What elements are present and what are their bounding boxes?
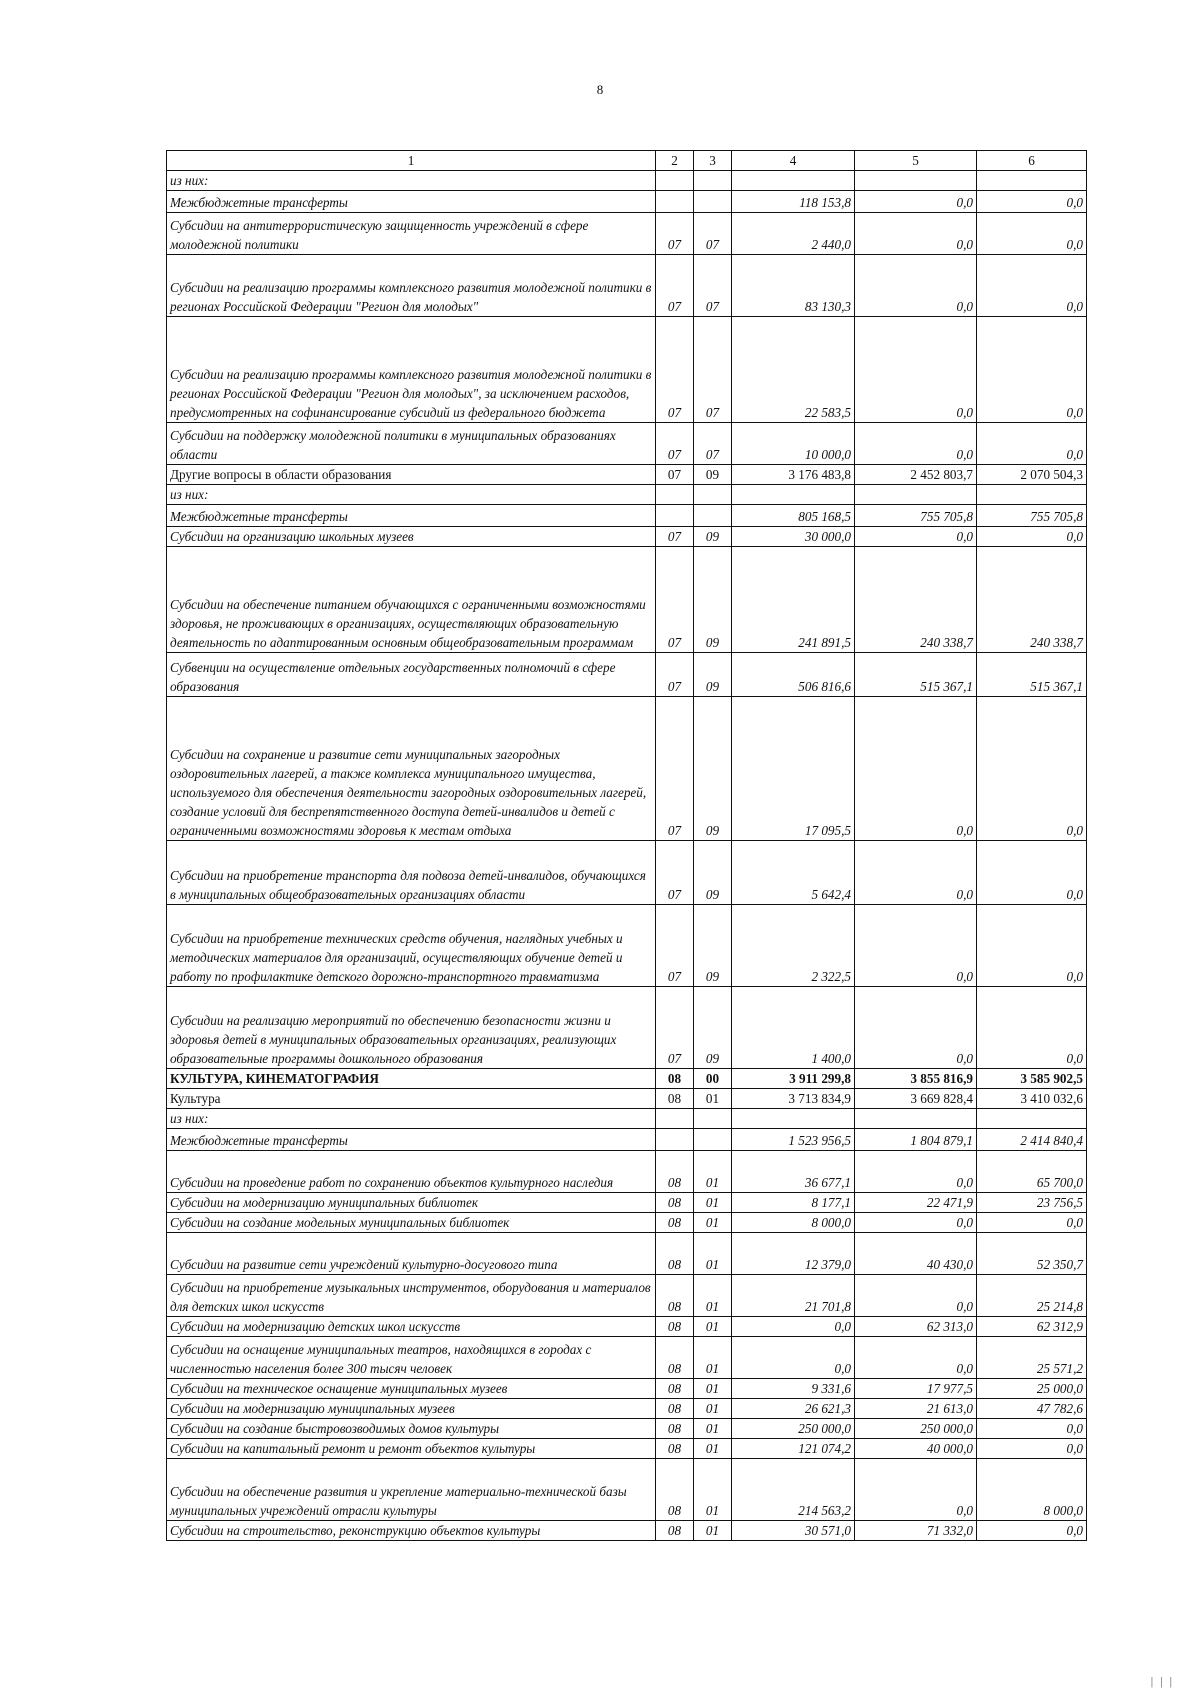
row-name: Субсидии на обеспечение развития и укрепление материально-технической базы муниципальных учреждений отрасли культуры — [167, 1459, 656, 1521]
section-code: 07 — [656, 841, 694, 905]
subsection-code — [694, 1109, 732, 1129]
section-code: 08 — [656, 1337, 694, 1379]
column-number-row — [167, 151, 1087, 171]
amount-col6: 0,0 — [977, 423, 1087, 465]
column-number: 6 — [977, 151, 1087, 171]
row-name: из них: — [167, 171, 656, 191]
amount-col6 — [977, 485, 1087, 505]
table-row — [167, 317, 1087, 423]
subsection-code: 01 — [694, 1089, 732, 1109]
subsection-code: 01 — [694, 1275, 732, 1317]
amount-col6: 0,0 — [977, 841, 1087, 905]
amount-col6: 0,0 — [977, 527, 1087, 547]
row-name: Субсидии на приобретение транспорта для подвоза детей-инвалидов, обучающихся в муниципальных общеобразовательных организациях области — [167, 841, 656, 905]
table-row — [167, 1069, 1087, 1089]
section-code: 07 — [656, 987, 694, 1069]
table-row — [167, 905, 1087, 987]
amount-col5: 240 338,7 — [855, 547, 977, 653]
amount-col5: 0,0 — [855, 1151, 977, 1193]
column-number: 1 — [167, 151, 656, 171]
amount-col4: 12 379,0 — [732, 1233, 855, 1275]
row-name: Субсидии на капитальный ремонт и ремонт объектов культуры — [167, 1439, 656, 1459]
amount-col5: 0,0 — [855, 317, 977, 423]
table-row — [167, 653, 1087, 697]
amount-col5: 1 804 879,1 — [855, 1129, 977, 1151]
amount-col4: 1 400,0 — [732, 987, 855, 1069]
amount-col4: 3 713 834,9 — [732, 1089, 855, 1109]
amount-col6: 65 700,0 — [977, 1151, 1087, 1193]
section-code: 08 — [656, 1069, 694, 1089]
amount-col6: 52 350,7 — [977, 1233, 1087, 1275]
amount-col6: 240 338,7 — [977, 547, 1087, 653]
amount-col4: 121 074,2 — [732, 1439, 855, 1459]
row-name: Межбюджетные трансферты — [167, 505, 656, 527]
row-name: Субсидии на реализацию мероприятий по обеспечению безопасности жизни и здоровья детей в муниципальных образовательных организациях, реализующих образовательные программы дошкольного образования — [167, 987, 656, 1069]
amount-col6: 25 214,8 — [977, 1275, 1087, 1317]
subsection-code: 00 — [694, 1069, 732, 1089]
amount-col5: 0,0 — [855, 255, 977, 317]
subsection-code: 01 — [694, 1233, 732, 1275]
amount-col4: 8 177,1 — [732, 1193, 855, 1213]
amount-col4: 0,0 — [732, 1317, 855, 1337]
amount-col5: 0,0 — [855, 1337, 977, 1379]
row-name: Субсидии на организацию школьных музеев — [167, 527, 656, 547]
amount-col5 — [855, 1109, 977, 1129]
amount-col6: 23 756,5 — [977, 1193, 1087, 1213]
section-code — [656, 1129, 694, 1151]
table-row — [167, 213, 1087, 255]
amount-col5: 62 313,0 — [855, 1317, 977, 1337]
amount-col5 — [855, 171, 977, 191]
amount-col6: 3 410 032,6 — [977, 1089, 1087, 1109]
column-number: 2 — [656, 151, 694, 171]
column-number: 3 — [694, 151, 732, 171]
amount-col4: 22 583,5 — [732, 317, 855, 423]
amount-col4: 214 563,2 — [732, 1459, 855, 1521]
amount-col5: 17 977,5 — [855, 1379, 977, 1399]
subsection-code: 01 — [694, 1213, 732, 1233]
row-name: Межбюджетные трансферты — [167, 191, 656, 213]
amount-col5: 0,0 — [855, 213, 977, 255]
table-row — [167, 255, 1087, 317]
budget-table — [166, 150, 1087, 1541]
table-row — [167, 1521, 1087, 1541]
row-name: Субсидии на приобретение музыкальных инструментов, оборудования и материалов для детских школ искусств — [167, 1275, 656, 1317]
section-code: 08 — [656, 1233, 694, 1275]
row-name: Субсидии на техническое оснащение муниципальных музеев — [167, 1379, 656, 1399]
table-row — [167, 1337, 1087, 1379]
subsection-code: 09 — [694, 653, 732, 697]
amount-col6: 2 070 504,3 — [977, 465, 1087, 485]
subsection-code: 01 — [694, 1439, 732, 1459]
subsection-code: 09 — [694, 841, 732, 905]
amount-col6: 0,0 — [977, 1521, 1087, 1541]
amount-col4: 17 095,5 — [732, 697, 855, 841]
row-name: Субсидии на модернизацию муниципальных музеев — [167, 1399, 656, 1419]
amount-col6: 0,0 — [977, 1419, 1087, 1439]
subsection-code — [694, 1129, 732, 1151]
amount-col6: 25 000,0 — [977, 1379, 1087, 1399]
amount-col4: 83 130,3 — [732, 255, 855, 317]
subsection-code: 09 — [694, 527, 732, 547]
table-row — [167, 1109, 1087, 1129]
subsection-code: 01 — [694, 1521, 732, 1541]
section-code: 08 — [656, 1439, 694, 1459]
table-row — [167, 527, 1087, 547]
section-code — [656, 171, 694, 191]
row-name: Субсидии на приобретение технических средств обучения, наглядных учебных и методических материалов для организаций, осуществляющих обучение детей и работу по профилактике детского дорожно-транспортного травматизма — [167, 905, 656, 987]
row-name: Субвенции на осуществление отдельных государственных полномочий в сфере образования — [167, 653, 656, 697]
amount-col5: 22 471,9 — [855, 1193, 977, 1213]
amount-col6: 3 585 902,5 — [977, 1069, 1087, 1089]
table-row — [167, 1459, 1087, 1521]
table-row — [167, 547, 1087, 653]
amount-col5: 0,0 — [855, 1459, 977, 1521]
subsection-code — [694, 485, 732, 505]
amount-col5: 0,0 — [855, 841, 977, 905]
column-number: 4 — [732, 151, 855, 171]
subsection-code: 09 — [694, 987, 732, 1069]
amount-col4: 26 621,3 — [732, 1399, 855, 1419]
row-name: Субсидии на строительство, реконструкцию объектов культуры — [167, 1521, 656, 1541]
amount-col4: 5 642,4 — [732, 841, 855, 905]
row-name: Субсидии на антитеррористическую защищенность учреждений в сфере молодежной политики — [167, 213, 656, 255]
section-code: 07 — [656, 423, 694, 465]
section-code — [656, 485, 694, 505]
section-code: 08 — [656, 1317, 694, 1337]
subsection-code: 09 — [694, 547, 732, 653]
amount-col6: 515 367,1 — [977, 653, 1087, 697]
row-name: Субсидии на создание быстровозводимых домов культуры — [167, 1419, 656, 1439]
amount-col6: 0,0 — [977, 317, 1087, 423]
subsection-code — [694, 171, 732, 191]
amount-col5 — [855, 485, 977, 505]
amount-col6: 0,0 — [977, 1439, 1087, 1459]
table-row — [167, 1151, 1087, 1193]
row-name: Субсидии на создание модельных муниципальных библиотек — [167, 1213, 656, 1233]
amount-col5: 21 613,0 — [855, 1399, 977, 1419]
amount-col6: 755 705,8 — [977, 505, 1087, 527]
amount-col6: 0,0 — [977, 697, 1087, 841]
amount-col4 — [732, 485, 855, 505]
section-code: 08 — [656, 1213, 694, 1233]
amount-col4: 8 000,0 — [732, 1213, 855, 1233]
amount-col6: 25 571,2 — [977, 1337, 1087, 1379]
subsection-code: 01 — [694, 1399, 732, 1419]
amount-col6: 0,0 — [977, 213, 1087, 255]
amount-col6: 0,0 — [977, 1213, 1087, 1233]
section-code: 07 — [656, 465, 694, 485]
amount-col6: 0,0 — [977, 191, 1087, 213]
section-code — [656, 505, 694, 527]
amount-col4: 805 168,5 — [732, 505, 855, 527]
table-row — [167, 697, 1087, 841]
amount-col5: 0,0 — [855, 527, 977, 547]
amount-col5: 3 855 816,9 — [855, 1069, 977, 1089]
amount-col6: 0,0 — [977, 905, 1087, 987]
amount-col5: 0,0 — [855, 905, 977, 987]
row-name: Субсидии на модернизацию детских школ искусств — [167, 1317, 656, 1337]
amount-col6: 0,0 — [977, 987, 1087, 1069]
section-code: 07 — [656, 905, 694, 987]
amount-col4: 10 000,0 — [732, 423, 855, 465]
row-name: Субсидии на модернизацию муниципальных библиотек — [167, 1193, 656, 1213]
amount-col4: 241 891,5 — [732, 547, 855, 653]
amount-col5: 2 452 803,7 — [855, 465, 977, 485]
amount-col4: 30 571,0 — [732, 1521, 855, 1541]
table-row — [167, 1275, 1087, 1317]
amount-col6: 2 414 840,4 — [977, 1129, 1087, 1151]
section-code: 07 — [656, 527, 694, 547]
table-row — [167, 171, 1087, 191]
amount-col4: 506 816,6 — [732, 653, 855, 697]
amount-col4: 36 677,1 — [732, 1151, 855, 1193]
row-name: Субсидии на обеспечение питанием обучающихся с ограниченными возможностями здоровья, не проживающих в организациях, осуществляющих образовательную деятельность по адаптированным основным общеобразовательным программам — [167, 547, 656, 653]
amount-col5: 755 705,8 — [855, 505, 977, 527]
amount-col4: 21 701,8 — [732, 1275, 855, 1317]
subsection-code: 07 — [694, 255, 732, 317]
subsection-code: 01 — [694, 1459, 732, 1521]
amount-col5: 0,0 — [855, 1213, 977, 1233]
table-row — [167, 1379, 1087, 1399]
amount-col5: 3 669 828,4 — [855, 1089, 977, 1109]
row-name: Культура — [167, 1089, 656, 1109]
amount-col6: 47 782,6 — [977, 1399, 1087, 1419]
subsection-code: 01 — [694, 1193, 732, 1213]
table-row — [167, 191, 1087, 213]
subsection-code: 07 — [694, 423, 732, 465]
subsection-code: 01 — [694, 1337, 732, 1379]
amount-col4: 30 000,0 — [732, 527, 855, 547]
table-row — [167, 505, 1087, 527]
row-name: Субсидии на сохранение и развитие сети муниципальных загородных оздоровительных лагерей, а также комплекса муниципального имущества, используемого для обеспечения деятельности загородных оздоровительных лагерей, создание условий для беспрепятственного доступа детей-инвалидов и детей с ограниченными возможностями здоровья к местам отдыха — [167, 697, 656, 841]
amount-col4: 250 000,0 — [732, 1419, 855, 1439]
row-name: из них: — [167, 485, 656, 505]
row-name: Субсидии на реализацию программы комплексного развития молодежной политики в регионах Российской Федерации "Регион для молодых", за исключением расходов, предусмотренных на софинансирование субсидий из федерального бюджета — [167, 317, 656, 423]
table-row — [167, 987, 1087, 1069]
amount-col4: 3 911 299,8 — [732, 1069, 855, 1089]
amount-col5: 250 000,0 — [855, 1419, 977, 1439]
amount-col4: 9 331,6 — [732, 1379, 855, 1399]
amount-col6: 0,0 — [977, 255, 1087, 317]
subsection-code: 09 — [694, 905, 732, 987]
section-code: 08 — [656, 1089, 694, 1109]
table-row — [167, 1213, 1087, 1233]
section-code: 07 — [656, 653, 694, 697]
amount-col4 — [732, 171, 855, 191]
table-row — [167, 1419, 1087, 1439]
table-row — [167, 1439, 1087, 1459]
subsection-code: 07 — [694, 213, 732, 255]
amount-col5: 0,0 — [855, 423, 977, 465]
amount-col5: 0,0 — [855, 987, 977, 1069]
amount-col6: 62 312,9 — [977, 1317, 1087, 1337]
section-code: 08 — [656, 1193, 694, 1213]
amount-col5: 515 367,1 — [855, 653, 977, 697]
subsection-code: 07 — [694, 317, 732, 423]
amount-col5: 0,0 — [855, 191, 977, 213]
amount-col4: 1 523 956,5 — [732, 1129, 855, 1151]
table-row — [167, 1089, 1087, 1109]
section-code: 08 — [656, 1275, 694, 1317]
section-code: 07 — [656, 697, 694, 841]
section-code: 07 — [656, 317, 694, 423]
subsection-code: 09 — [694, 697, 732, 841]
row-name: Субсидии на реализацию программы комплексного развития молодежной политики в регионах Российской Федерации "Регион для молодых" — [167, 255, 656, 317]
amount-col5: 0,0 — [855, 697, 977, 841]
table-row — [167, 1193, 1087, 1213]
table-row — [167, 1399, 1087, 1419]
section-code: 07 — [656, 255, 694, 317]
table-row — [167, 841, 1087, 905]
amount-col4 — [732, 1109, 855, 1129]
subsection-code: 01 — [694, 1419, 732, 1439]
subsection-code: 01 — [694, 1379, 732, 1399]
row-name: КУЛЬТУРА, КИНЕМАТОГРАФИЯ — [167, 1069, 656, 1089]
amount-col5: 40 430,0 — [855, 1233, 977, 1275]
amount-col6 — [977, 1109, 1087, 1129]
row-name: Межбюджетные трансферты — [167, 1129, 656, 1151]
row-name: Субсидии на проведение работ по сохранению объектов культурного наследия — [167, 1151, 656, 1193]
section-code — [656, 191, 694, 213]
amount-col4: 2 440,0 — [732, 213, 855, 255]
section-code: 08 — [656, 1521, 694, 1541]
amount-col4: 3 176 483,8 — [732, 465, 855, 485]
section-code: 07 — [656, 547, 694, 653]
subsection-code: 01 — [694, 1317, 732, 1337]
subsection-code — [694, 191, 732, 213]
column-number: 5 — [855, 151, 977, 171]
section-code: 08 — [656, 1399, 694, 1419]
amount-col5: 0,0 — [855, 1275, 977, 1317]
amount-col4: 118 153,8 — [732, 191, 855, 213]
section-code: 08 — [656, 1151, 694, 1193]
row-name: Субсидии на поддержку молодежной политики в муниципальных образованиях области — [167, 423, 656, 465]
table-row — [167, 485, 1087, 505]
amount-col5: 40 000,0 — [855, 1439, 977, 1459]
table-row — [167, 1317, 1087, 1337]
section-code: 08 — [656, 1419, 694, 1439]
row-name: Субсидии на развитие сети учреждений культурно-досугового типа — [167, 1233, 656, 1275]
section-code — [656, 1109, 694, 1129]
section-code: 07 — [656, 213, 694, 255]
page-number: 8 — [596, 82, 604, 97]
amount-col5: 71 332,0 — [855, 1521, 977, 1541]
subsection-code: 09 — [694, 465, 732, 485]
amount-col6 — [977, 171, 1087, 191]
table-row — [167, 1233, 1087, 1275]
table-row — [167, 1129, 1087, 1151]
amount-col4: 0,0 — [732, 1337, 855, 1379]
row-name: Субсидии на оснащение муниципальных театров, находящихся в городах с численностью населения более 300 тысяч человек — [167, 1337, 656, 1379]
table-row — [167, 423, 1087, 465]
subsection-code: 01 — [694, 1151, 732, 1193]
section-code: 08 — [656, 1379, 694, 1399]
amount-col4: 2 322,5 — [732, 905, 855, 987]
table-row — [167, 465, 1087, 485]
subsection-code — [694, 505, 732, 527]
section-code: 08 — [656, 1459, 694, 1521]
row-name: Другие вопросы в области образования — [167, 465, 656, 485]
row-name: из них: — [167, 1109, 656, 1129]
scan-mark: | | | — [1150, 1674, 1174, 1688]
amount-col6: 8 000,0 — [977, 1459, 1087, 1521]
